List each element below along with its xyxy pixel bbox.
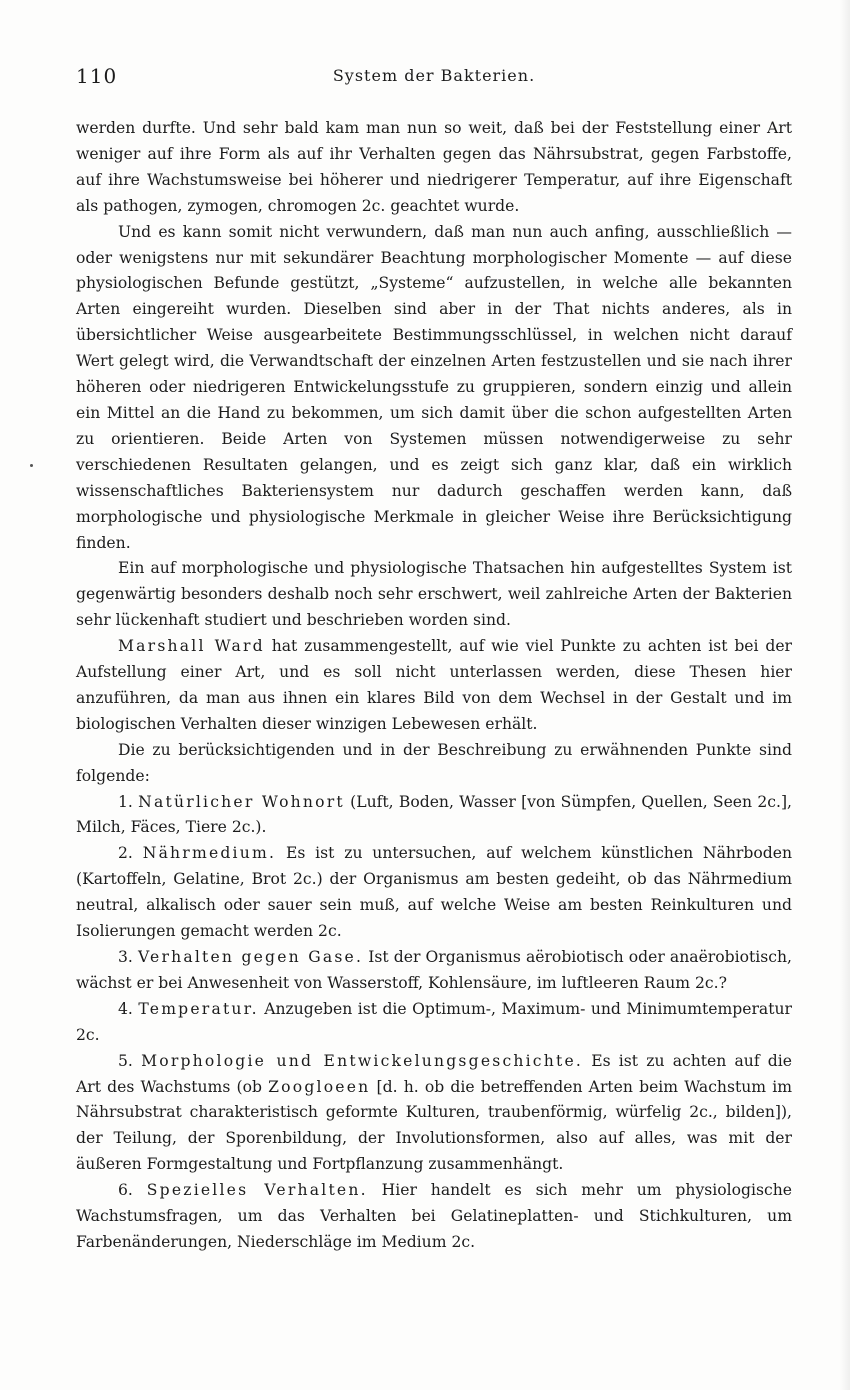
point-text: (Luft, Boden, Wasser [von Sümpfen, Quellen, Seen 2c.], Milch, Fäces, Tiere 2c.). [76, 792, 792, 837]
margin-dot [30, 464, 33, 467]
point-number: 6. [118, 1181, 133, 1200]
point-title: Spezielles Verhalten. [146, 1181, 368, 1200]
point-emphasis: Zoogloeen [268, 1077, 371, 1096]
author-name: Marshall Ward [118, 637, 265, 656]
point-5 [76, 1049, 792, 1179]
paragraph-points-intro: Die zu berücksichtigenden und in der Beschreibung zu erwähnenden Punkte sind folgende: [76, 740, 792, 785]
point-title: Nährmedium. [142, 844, 277, 863]
point-3 [76, 945, 792, 997]
point-title: Morphologie und Entwickelungsgeschichte. [141, 1051, 584, 1070]
point-number: 3. [118, 948, 133, 966]
page-edge-shadow [840, 0, 850, 1390]
point-text: Hier handelt es sich mehr um physiologische Wachstumsfragen, um das Verhalten bei Gelatineplatten- und Stichkulturen, um Farbenänderungen, Niederschläge im Medium 2c. [76, 1181, 792, 1251]
point-number: 5. [118, 1051, 133, 1070]
point-text-continued: [d. h. ob die betreffenden Arten beim Wachstum im Nährsubstrat charakteristisch geformte Kulturen, traubenförmig, würfelig 2c., bilden]), der Teilung, der Sporenbildung, der Involutionsformen, also auf alles, was mit der äußeren Formgestaltung und Fortpflanzung zusammenhängt. [76, 1077, 793, 1174]
point-6 [76, 1178, 792, 1256]
paragraph-systems: Und es kann somit nicht verwundern, daß man nun auch anfing, ausschließlich — oder wenigstens nur mit sekundärer Beachtung morphologischer Momente — auf diese physiologischen Befunde gestützt, „Systeme“ aufzustellen, in welche alle bekannten Arten eingereiht wurden. Dieselben sind aber in der That nichts anderes, als in übersichtlicher Weise ausgearbeitete Bestimmungsschlüssel, in welchen nicht darauf Wert gelegt wird, die Verwandtschaft der einzelnen Arten festzustellen und sie nach ihrer höheren oder niedrigeren Entwickelungsstufe zu gruppieren, sondern einzig und allein ein Mittel an die Hand zu bekommen, um sich damit über die schon aufgestellten Arten zu orientieren. Beide Arten von Systemen müssen notwendigerweise zu sehr verschiedenen Resultaten gelangen, und es zeigt sich ganz klar, daß ein wirklich wissenschaftliches Bakteriensystem nur dadurch geschaffen werden kann, daß morphologische und physiologische Merkmale in gleicher Weise ihre Berücksichtigung finden. [76, 222, 792, 552]
running-title: System der Bakterien. [332, 66, 536, 85]
point-text: Es ist zu achten auf die Art des Wachstums (ob [76, 1051, 793, 1096]
point-title: Natürlicher Wohnort [138, 792, 345, 811]
page-number: 110 [76, 64, 118, 88]
point-number: 2. [118, 844, 133, 863]
point-number: 1. [118, 792, 133, 811]
point-text: Anzugeben ist die Optimum-, Maximum- und Minimumtemperatur 2c. [76, 999, 792, 1044]
point-4 [76, 997, 792, 1049]
point-1 [76, 790, 792, 842]
paragraph-marshall-ward [76, 634, 792, 738]
point-number: 4. [118, 999, 133, 1018]
point-text: Es ist zu untersuchen, auf welchem künstlichen Nährboden (Kartoffeln, Gelatine, Brot 2c.) der Organismus am besten gedeiht, ob das Nährmedium neutral, alkalisch oder sauer sein muß, auf welche Weise am besten Reinkulturen und Isolierungen gemacht werden 2c. [76, 844, 792, 941]
body-text [76, 116, 792, 1256]
paragraph-marshall-ward-text: hat zusammengestellt, auf wie viel Punkte zu achten ist bei der Aufstellung einer Art, und es soll nicht unterlassen werden, diese Thesen hier anzuführen, da man aus ihnen ein klares Bild von dem Wechsel in der Gestalt und im biologischen Verhalten dieser winzigen Lebewesen erhält. [76, 637, 793, 733]
point-text: Ist der Organismus aërobiotisch oder anaërobiotisch, wächst er bei Anwesenheit von Wasserstoff, Kohlensäure, im luftleeren Raum 2c.? [76, 948, 792, 992]
point-2 [76, 841, 792, 945]
paragraph-current-state: Ein auf morphologische und physiologische Thatsachen hin aufgestelltes System ist gegenwärtig besonders deshalb noch sehr erschwert, weil zahlreiche Arten der Bakterien sehr lückenhaft studiert und beschrieben worden sind. [76, 559, 792, 630]
running-head [76, 64, 792, 94]
point-title: Verhalten gegen Gase. [137, 948, 364, 966]
point-title: Temperatur. [138, 999, 259, 1018]
paragraph-continuation: werden durfte. Und sehr bald kam man nun so weit, daß bei der Feststellung einer Art weniger auf ihre Form als auf ihr Verhalten gegen das Nährsubstrat, gegen Farbstoffe, auf ihre Wachstumsweise bei höherer und niedrigerer Temperatur, auf ihre Eigenschaft als pathogen, zymogen, chromogen 2c. geachtet wurde. [76, 119, 792, 215]
